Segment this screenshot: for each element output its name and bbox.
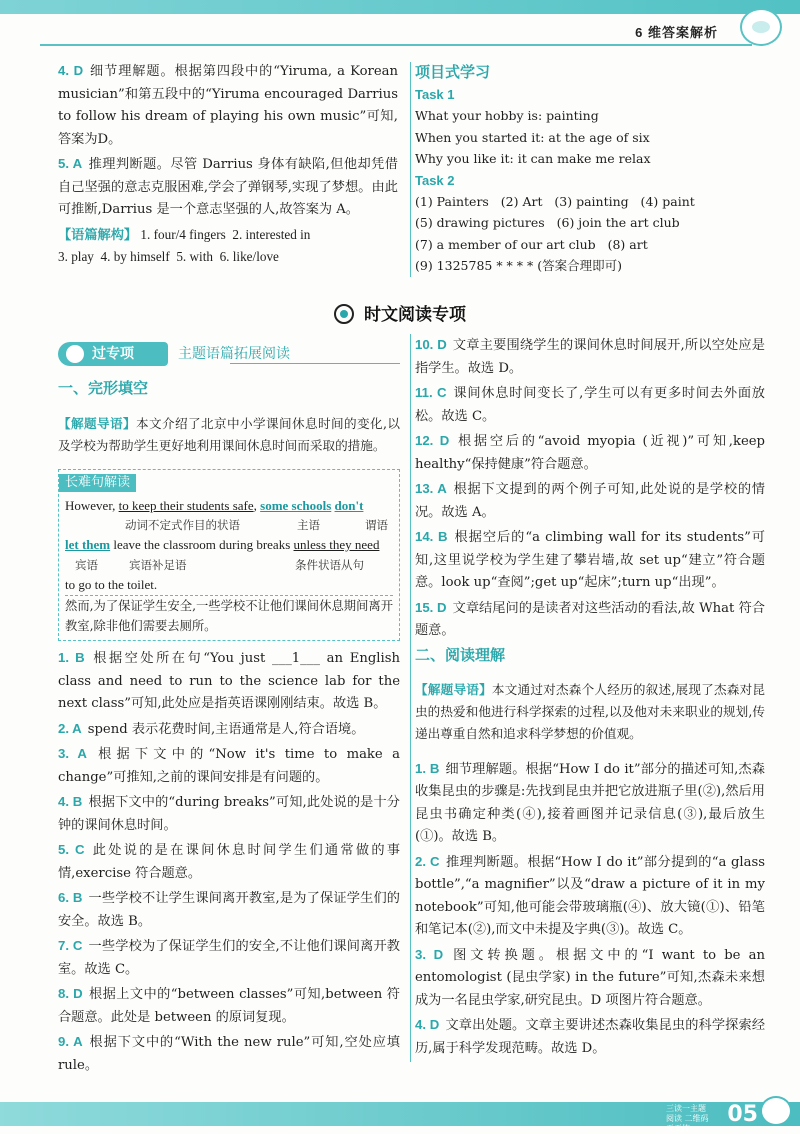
footer-badge: 三读一主题阅读 二维码天天练 [666, 1104, 709, 1133]
task2-line: (7) a member of our art club (8) art [415, 236, 648, 252]
left-top-column [58, 60, 398, 271]
hard-sentence-label: 长难句解读 [59, 474, 136, 492]
answer-item: 3. D 图文转换题。根据文中的“I want to be an entomologist (昆虫学家) in the future”可知,杰森未来想成为一名昆虫学家,研究昆虫。D 项图片符合题意。 [415, 946, 765, 1008]
topic-banner [58, 342, 400, 366]
right-top-column [410, 62, 765, 277]
task2-line: (5) drawing pictures (6) join the art club [415, 215, 680, 230]
flower-icon [334, 304, 354, 324]
discourse-analysis: 【语篇解构】 1. four/4 fingers 2. interested in 3. play 4. by himself 5. with 6. like/love [58, 226, 311, 264]
answer-item: 1. B 根据空处所在句“You just ___1___ an English class and need to run to the science lab for the next class”可知,此处应是指英语课刚刚结束。故选 B。 [58, 650, 401, 712]
hard-sentence-box [58, 469, 400, 641]
answer-item: 2. A spend 表示花费时间,主语通常是人,符合语境。 [58, 720, 365, 737]
answer-item: 5. C 此处说的是在课间休息时间学生们通常做的事情,exercise 符合题意。 [58, 842, 401, 881]
annotation-line: 宾语 宾语补足语 条件状语从句 [75, 557, 364, 572]
sentence-line: to go to the toilet. [65, 576, 158, 592]
sentence-line: However, to keep their students safe, some schools don't [65, 497, 364, 513]
translation: 然而,为了保证学生安全,一些学校不让他们课间休息期间离开教室,除非他们需要去厕所。 [65, 595, 393, 636]
left-bottom-column [58, 378, 400, 1079]
task1-line: Why you like it: it can make me relax [415, 151, 651, 166]
page-header [0, 0, 800, 48]
guide-text: 【解题导语】本文介绍了北京中小学课间休息时间的变化,以及学校为帮助学生更好地利用课间休息时间而采取的措施。 [58, 415, 400, 453]
task1-line: What your hobby is: painting [415, 108, 599, 123]
task2-line: (1) Painters (2) Art (3) painting (4) paint [415, 193, 695, 209]
right-bottom-column [410, 334, 765, 1062]
answer-item: 4. D 文章出处题。文章主要讲述杰森收集昆虫的科学探索经历,属于科学发现范畴。故选 D。 [415, 1017, 766, 1056]
answer-item: 12. D 根据空后的“avoid myopia (近视)”可知,keep healthy“保持健康”符合题意。 [415, 433, 765, 472]
answer-item: 3. A 根据下文中的“Now it's time to make a change”可推知,之前的课间安排是有问题的。 [58, 746, 400, 785]
answer-item: 7. C 一些学校为了保证学生们的安全,不让他们课间离开教室。故选 C。 [58, 938, 400, 977]
answer-item: 14. B 根据空后的“a climbing wall for its students”可知,这里说学校为学生建了攀岩墙,故 set up“建立”符合题意。look up“查阅”;get up“起床”;turn up“出现”。 [415, 529, 765, 590]
header-band [0, 0, 800, 14]
answer-item: 13. A 根据下文提到的两个例子可知,此处说的是学校的情况。故选 A。 [415, 481, 765, 520]
task1-line: When you started it: at the age of six [415, 129, 650, 145]
answer-item: 11. C 课间休息时间变长了,学生可以有更多时间去外面放松。故选 C。 [415, 385, 765, 424]
answer-item: 10. D 文章主要围绕学生的课间休息时间展开,所以空处应是指学生。故选 D。 [415, 337, 765, 376]
page-footer [0, 1094, 800, 1133]
section-title: 时文阅读专项 [0, 300, 800, 325]
answer-item: 5. A 推理判断题。尽管 Darrius 身体有缺陷,但他却凭借自己坚强的意志克服困难,学会了弹钢琴,实现了梦想。由此可推断,Darrius 是一个意志坚强的人,故答案为 A。 [58, 156, 398, 217]
answer-item: 2. C 推理判断题。根据“How I do it”部分提到的“a glass bottle”,“a magnifier”以及“draw a picture of it in my notebook”可知,他可能会带玻璃瓶(④)、放大镜(①)、铅笔和笔记本(②),而文中未提及字典(③)。故选 C。 [415, 853, 766, 938]
answer-item: 1. B 细节理解题。根据“How I do it”部分的描述可知,杰森收集昆虫的步骤是:先找到昆虫并把它放进瓶子里(②),然后用昆虫书确定种类(④),接着画图并记录信息(③),最后放生(①)。故选 B。 [415, 760, 765, 845]
project-heading: 项目式学习 [415, 64, 491, 81]
answer-item: 4. D 细节理解题。根据第四段中的“Yiruma, a Korean musician”和第五段中的“Yiruma encouraged Darrius to follow his dream of playing his own music”可知,答案为D。 [58, 63, 398, 147]
analysis-tag: 【语篇解构】 [58, 226, 138, 242]
reading-heading: 二、阅读理解 [415, 646, 506, 664]
page-number: 05 [727, 1102, 758, 1127]
task2-line: (9) 1325785 * * * * (答案合理即可) [415, 258, 622, 273]
answer-item: 6. B 一些学校不让学生课间离开教室,是为了保证学生们的安全。故选 B。 [58, 890, 400, 929]
answer-item: 4. B 根据下文中的“during breaks”可知,此处说的是十分钟的课间休息时间。 [58, 794, 400, 833]
mascot-icon [740, 8, 782, 46]
answer-item: 9. A 根据下文中的“With the new rule”可知,空处应填 rule。 [58, 1034, 400, 1073]
page-label: 6 维答案解析 [635, 25, 718, 40]
task1-label: Task 1 [415, 87, 455, 102]
guide-text: 【解题导语】本文通过对杰森个人经历的叙述,展现了杰森对昆虫的热爱和他进行科学探索的过程,以及他对未来职业的规划,传递出尊重自然和追求科学梦想的价值观。 [415, 682, 765, 742]
answer-item: 15. D 文章结尾问的是读者对这些活动的看法,故 What 符合题意。 [415, 599, 765, 638]
banner-line [230, 363, 400, 365]
banner-text: 主题语篇拓展阅读 [178, 346, 290, 362]
header-rule [40, 44, 752, 46]
answer-item: 8. D 根据上文中的“between classes”可知,between 符合题意。此处是 between 的原词复现。 [58, 986, 400, 1025]
banner-pill: 过专项 [58, 342, 168, 366]
sentence-line: let them leave the classroom during breaks unless they need [65, 537, 380, 553]
cloze-heading: 一、完形填空 [58, 380, 149, 397]
task2-label: Task 2 [415, 172, 455, 188]
annotation-line: 动词不定式作目的状语 主语 谓语 [125, 518, 388, 533]
mascot-icon [760, 1096, 792, 1126]
